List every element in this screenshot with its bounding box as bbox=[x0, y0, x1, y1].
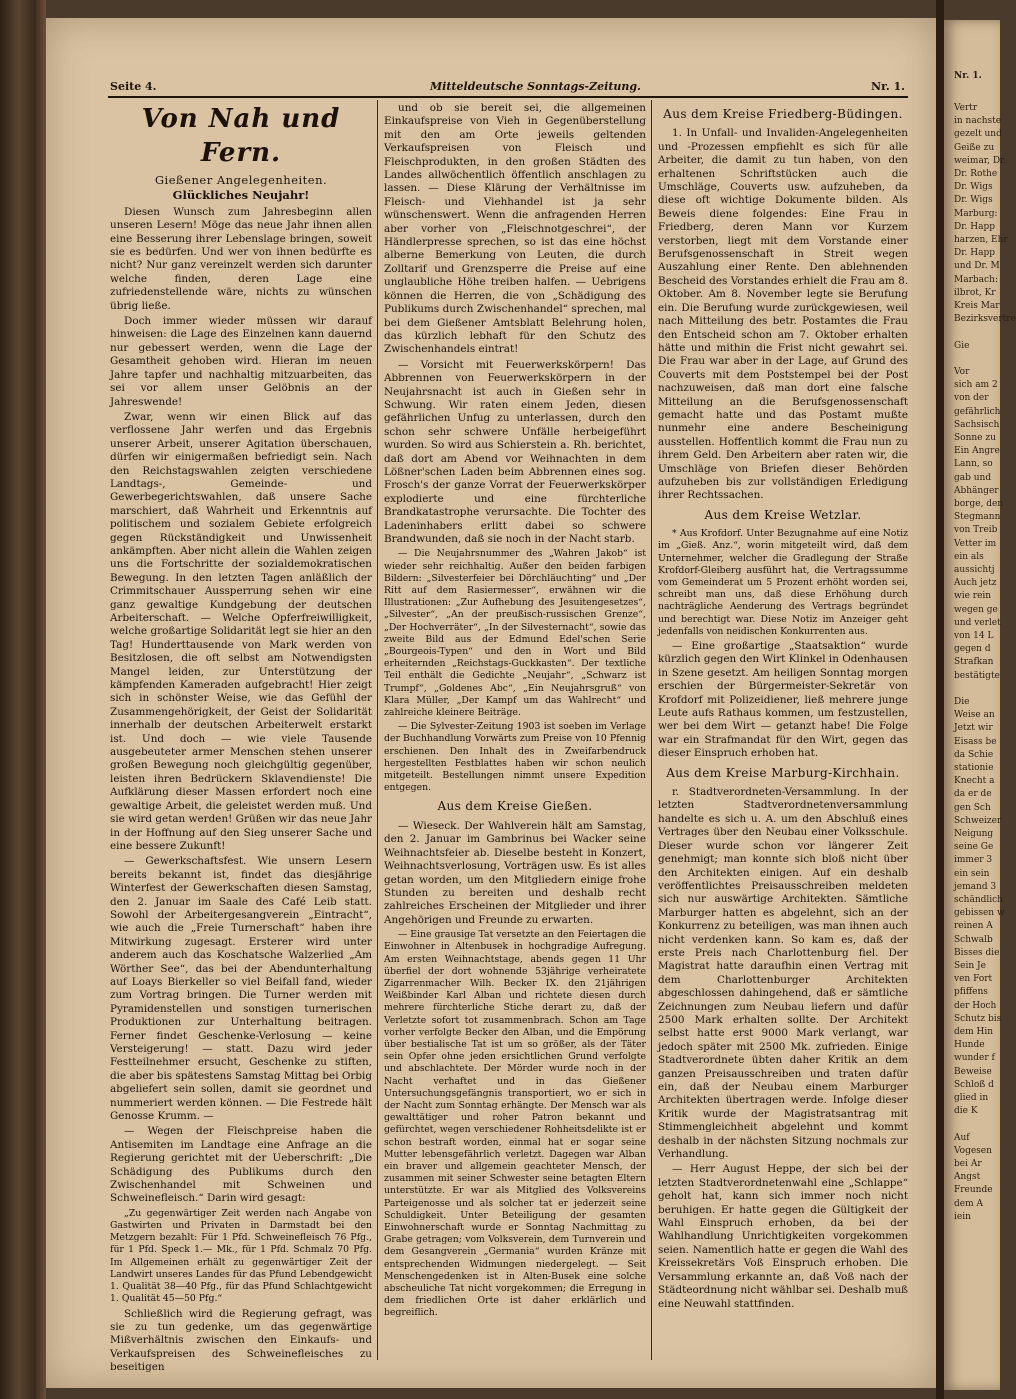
adjacent-page-fragment-line: dem A bbox=[954, 1198, 983, 1209]
adjacent-page-fragment-line: von Treib bbox=[954, 525, 998, 536]
adjacent-page-fragment-line: von 14 L bbox=[954, 631, 994, 641]
column-separator bbox=[377, 100, 378, 1360]
section-heading: Aus dem Kreise Marburg-Kirchhain. bbox=[666, 765, 900, 780]
adjacent-page-fragment-line: gezelt und bbox=[954, 129, 1002, 140]
adjacent-page-fragment-line: Vor bbox=[954, 367, 970, 377]
adjacent-page-fragment-line: Vogesen bbox=[954, 1145, 992, 1156]
notice-paragraph: — Die Sylvester-Zeitung 1903 ist soeben im Verlage der Buchhandlung Vorwärts zum Preise von 10 Pfennig erschienen. Den Inhalt des in Zweifarbendruck hergestellten Festblattes haben wir schon neulich mitgeteilt. Bestellungen nimmt unsere Expedition entgegen. bbox=[384, 721, 646, 794]
adjacent-page-fragment-line: der Hoch bbox=[954, 1000, 997, 1011]
adjacent-page-fragment-line: Vetter im bbox=[954, 538, 997, 549]
adjacent-page-fragment-line: Strafkan bbox=[954, 657, 994, 668]
adjacent-page-fragment-line: Sonne zu bbox=[954, 433, 996, 443]
article-paragraph: — Eine großartige „Staatsaktion“ wurde kürzlich gegen den Wirt Klinkel in Odenhausen in Szene gesetzt. Am heiligen Sonntag morgen erschien der Bürgermeister-Sekretär von Krofdorf mit Polizeidiener, ließ mehrere junge Leute aufs Rathaus kommen, um festzustellen, wer bei dem Wirt — getanzt habe! Die Folge war ein Strafmandat für den Wirt, gegen das dieser Einspruch erhoben hat. bbox=[658, 640, 908, 760]
adjacent-page-fragment-line: Schloß d bbox=[954, 1079, 994, 1090]
adjacent-page-fragment-line: gen Sch bbox=[954, 802, 991, 813]
adjacent-page-fragment-line: ilbrot, Kr bbox=[954, 287, 996, 298]
notice-paragraph: — Eine grausige Tat versetzte an den Feiertagen die Einwohner in Altenbusek in hochgradige Aufregung. Am ersten Weihnachtstage, abends gegen 11 Uhr überfiel der dort wohnende 53jährige verheiratete Zigarrenmacher Wilh. Becker IX. den 21jährigen Weißbinder Karl Alban und richtete diesen durch mehrere fürchterliche Stiche derart zu, daß der Verletzte sofort tot zusammenbrach. Schon am Tage vorher verfolgte Becker den Alban, und die Empörung über bestialische Tat ist um so größer, als der Täter sein Opfer ohne jeden ersichtlichen Grund verfolgte und abschlachtete. Der Mörder wurde noch in der Nacht verhaftet und in das Gießener Untersuchungsgefängnis transportiert, wo er sich in der Nacht zum Sonntag erhängte. Der Mensch war als gewalttätiger und roher Patron bekannt und gefürchtet, wegen verschiedener Rohheitsdelikte ist er schon bestraft worden, einmal hat er sogar seine Mutter lebensgefährlich verletzt. Dagegen war Alban ein braver und allgemein geachteter Mensch, der zusammen mit seiner Schwester seine betagten Eltern unterstützte. Er war als Mitglied des Volksvereins Parteigenosse und als solcher tat er jederzeit seine Schuldigkeit. Unter Beteiligung der gesamten Einwohnerschaft wurde er Sonntag Nachmittag zu Grabe getragen; vom Volksverein, dem Turnverein und dem Gesangverein „Germania“ wurden Kränze mit entsprechenden Widmungen niedergelegt. — Seit Menschengedenken ist in Alten-Busek eine solche abscheuliche Tat nicht vorgekommen; die Erregung in dem friedlichen Orte ist daher erklärlich und begreiflich. bbox=[384, 929, 646, 1319]
adjacent-page-fragment-line: Eisass be bbox=[954, 736, 997, 747]
article-paragraph: Diesen Wunsch zum Jahresbeginn allen unseren Lesern! Möge das neue Jahr ihnen allen eine Besserung ihrer Lebenslage bringen, soweit sie es bedürfen. Und wer von ihnen bedürfte es nicht? Nur ganz vereinzelt werden sich darunter welche finden, deren Lage eine zufriedenstellende wäre, nichts zu wünschen übrig ließe. bbox=[110, 205, 372, 312]
adjacent-page-fragment-line: Abhänger bbox=[954, 485, 999, 496]
adjacent-page-fragment-line: Dr. Happ bbox=[954, 248, 995, 259]
article-paragraph: — Vorsicht mit Feuerwerkskörpern! Das Abbrennen von Feuerwerkskörpern in der Neujahrsnacht ist auch in Gießen sehr in Schwung. Wir raten einem Jeden, diesen gefährlichen Unfug zu unterlassen, durch den schon sehr schwere Unfälle herbeigeführt wurden. So wird aus Schierstein a. Rh. berichtet, daß dort am Abend vor Weihnachten in dem Lößner'schen Laden beim Abbrennen eines sog. Frosch's der ganze Vorrat der Feuerwerkskörper explodierte und eine fürchterliche Brandkatastrophe verursachte. Die Tochter des Ladeninhabers erlitt dabei so schwere Brandwunden, daß sie noch in der Nacht starb. bbox=[384, 358, 646, 545]
newspaper-name: Mitteldeutsche Sonntags-Zeitung. bbox=[430, 80, 641, 93]
article-paragraph: r. Stadtverordneten-Versammlung. In der letzten Stadtverordnetenversammlung handelte es sich u. A. um den Abschluß eines Vertrages über den Neubau einer Volksschule. Dieser wurde schon vor längerer Zeit genehmigt; man konnte sich bloß nicht über den Architekten einigen. Auf ein deshalb veröffentlichtes Preisausschreiben meldeten sich nur auswärtige Architekten. Sämtliche Marburger hatten es abgelehnt, sich an der Konkurrenz zu beteiligen, was man ihnen auch nicht verdenken kann. So kam es, daß der erste Preis nach Charlottenburg fiel. Der Magistrat hatte daraufhin einen Vertrag mit dem Charlottenburger Architekten abgeschlossen dahingehend, daß er sämtliche Zeichnungen zum Neubau liefern und dafür 2500 Mark erhalten sollte. Der Architekt selbst hatte erst 9000 Mark verlangt, war jedoch später mit 2500 Mk. zufrieden. Einige Stadtverordnete übten daher Kritik an dem ganzen Preisausschreiben und traten dafür ein, daß der Neubau einem Marburger Architekten übertragen werde. Infolge dieser Kritik wurde der Magistratsantrag mit Stimmengleichheit abgelehnt und kommt deshalb in der nächsten Sitzung nochmals zur Verhandlung. bbox=[658, 786, 908, 1161]
adjacent-page-fragment-line: wie rein bbox=[954, 591, 992, 602]
adjacent-page-fragment-line: Dr. Happ bbox=[954, 221, 995, 232]
adjacent-page-fragment-line: pfiffens bbox=[954, 987, 988, 998]
adjacent-page-fragment-line: Bisses die bbox=[954, 947, 1000, 958]
adjacent-page-fragment-line: Hunde bbox=[954, 1040, 985, 1051]
adjacent-page-fragment-line: Marbach: bbox=[954, 274, 998, 285]
adjacent-page-fragment-line: Gie bbox=[954, 340, 970, 351]
article-paragraph: Doch immer wieder müssen wir darauf hinweisen: die Lage des Einzelnen kann dauernd nur gebessert werden, wenn die Lage der Gesamtheit gehoben wird. Hieran im neuen Jahre tapfer und nachhaltig mitzuarbeiten, das sei vor allem unser Gelöbnis an der Jahreswende! bbox=[110, 315, 372, 408]
page-title: Von Nah und Fern. bbox=[141, 104, 341, 168]
adjacent-page-fragment-line: aussichtj bbox=[954, 565, 995, 575]
adjacent-page-fragment-line: Schwalb bbox=[954, 934, 993, 945]
quoted-passage: „Zu gegenwärtiger Zeit werden nach Angabe von Gastwirten und Privaten in Darmstadt bei den Metzgern bezahlt: Für 1 Pfd. Schweinefleisch 76 Pfg., für 1 Pfd. Speck 1.— Mk., für 1 Pfd. Schmalz 70 Pfg. Im Allgemeinen erhält zu gegenwärtiger Zeit der Landwirt unseres Landes für das Pfund Lebendgewicht 1. Qualität 38—40 Pfg., für das Pfund Schlachtgewicht 1. Qualität 45—50 Pfg.“ bbox=[110, 1207, 372, 1305]
adjacent-page-fragment-line: Geiße zu bbox=[954, 142, 995, 153]
article-paragraph: Schließlich wird die Regierung gefragt, was sie zu tun gedenke, um das gegenwärtige Mißverhältnis zwischen den Einkaufs- und Verkaufspreisen des Schweinefleisches zu beseitigen bbox=[110, 1307, 372, 1374]
column-separator bbox=[651, 100, 652, 1360]
adjacent-page-fragment-line: bei Ar bbox=[954, 1159, 982, 1169]
adjacent-page-fragment-line: Marburg: bbox=[954, 208, 998, 219]
article-paragraph: — Wegen der Fleischpreise haben die Antisemiten im Landtage eine Anfrage an die Regierung gerichtet mit der Ueberschrift: „Die Schädigung des Publikums durch den Zwischenhandel mit Schweinen und Schweinefleisch.“ Darin wird gesagt: bbox=[110, 1125, 372, 1205]
book-binding bbox=[0, 0, 46, 1399]
adjacent-page-fragment-line: stationie bbox=[954, 763, 994, 773]
adjacent-page-fragment-line: Dr. Wigs bbox=[954, 182, 993, 193]
adjacent-page-fragment-line: harzen, Ehr bbox=[954, 235, 1008, 245]
adjacent-page-fragment-line: dem Hin bbox=[954, 1027, 994, 1037]
adjacent-page-fragment-line: ven Fort bbox=[954, 974, 993, 985]
adjacent-page-fragment-line: Sein Je bbox=[954, 961, 986, 971]
adjacent-page-fragment-line: Knecht a bbox=[954, 776, 995, 787]
adjacent-page-fragment-line: Dr. Rothe bbox=[954, 169, 998, 179]
adjacent-page-fragment-line: Weise an bbox=[954, 710, 995, 721]
issue-number: Nr. 1. bbox=[871, 80, 905, 93]
adjacent-page-fragment-line: iein bbox=[954, 1211, 971, 1222]
adjacent-page-fragment-line: Lann, so bbox=[954, 459, 993, 470]
page-number: Seite 4. bbox=[110, 80, 157, 93]
adjacent-page-fragment-line: schändlich bbox=[954, 895, 1003, 905]
section-heading: Aus dem Kreise Gießen. bbox=[437, 799, 593, 814]
section-heading: Aus dem Kreise Friedberg-Büdingen. bbox=[663, 107, 903, 121]
adjacent-page-fragment-line: reinen A bbox=[954, 921, 993, 932]
adjacent-page-fragment-line: Auch jetz bbox=[954, 578, 997, 589]
adjacent-page-fragment-line: sich am 2 bbox=[954, 380, 998, 391]
notice-paragraph: — Die Neujahrsnummer des „Wahren Jakob“ ist wieder sehr reichhaltig. Außer den beiden farbigen Bildern: „Silvesterfeier bei Dörchläuchting“ und „Der Ritt auf dem Rasiermesser“, erwähnen wir die Illustrationen: „Zur Aufhebung des Jesuitengesetzes“, „Silvester“, „An der preußisch-russischen Grenze“, „Der Hochverräter“, „In der Silvesternacht“, sowie das zweite Bild aus der Edmund Edel'schen Serie „Bourgeois-Typen“ und den in Wort und Bild erheiternden „Reichstags-Guckkasten“. Der textliche Teil enthält die Gedichte „Neujahr“, „Schwarz ist Trumpf“, „Goldenes Abc“, „Ein Neujahrsgruß“ von Klara Müller, „Der Kampf um das Wahlrecht“ und zahlreiche kleinere Beiträge. bbox=[384, 548, 646, 719]
adjacent-page-fragment-line: Neigung bbox=[954, 829, 994, 839]
article-paragraph: — Wieseck. Der Wahlverein hält am Samstag, den 2. Januar im Gambrinus bei Wacker seine Weihnachtsfeier ab. Dieselbe besteht in Konzert, Weihnachtsverlosung, Vorträgen usw. Es ist alles getan worden, um den Mitgliedern einige frohe Stunden zu bereiten und deshalb recht zahlreiches Erscheinen der Mitglieder und ihrer Angehörigen und Freunde zu erwarten. bbox=[384, 819, 646, 926]
adjacent-page-fragment-line: in nachste bbox=[954, 116, 1002, 127]
adjacent-page-fragment-line: Dr. Wigs bbox=[954, 195, 993, 206]
adjacent-page-fragment-line: da er de bbox=[954, 789, 992, 800]
adjacent-page-fragment-line: seine Ge bbox=[954, 842, 994, 853]
article-paragraph: — Gewerkschaftsfest. Wie unsern Lesern bereits bekannt ist, findet das diesjährige Winterfest der Gewerkschaften diesen Samstag, den 2. Januar im Saale des Café Leib statt. Sowohl der Arbeitergesangverein „Eintracht“, wie auch die „Freie Turnerschaft“ haben ihre Mitwirkung zugesagt. Ersterer wird unter anderem auch das Koschatsche Walzerlied „Am Wörther See“, das bei der Abendunterhaltung auf Loays Bierkeller so viel Beifall fand, wieder zum Vortrag bringen. Die Turner werden mit Pyramidenstellen und sonstigen turnerischen Produktionen zur Unterhaltung beitragen. Ferner findet Geschenke-Verlosung — keine Versteigerung! — statt. Dazu wird jeder Festteilnehmer ersucht, Geschenke zu stiften, die aber bis spätestens Samstag Mittag bei Orbig abgeliefert sein sollen, damit sie geordnet und nummeriert werden können. — Die Festrede hält Genosse Krumm. — bbox=[110, 855, 372, 1123]
adjacent-page-fragment-line: borge, den bbox=[954, 499, 1004, 509]
adjacent-page-fragment-line: gebissen w bbox=[954, 908, 1005, 919]
page-header bbox=[110, 80, 905, 96]
adjacent-page-fragment-line: wunder f bbox=[954, 1053, 995, 1064]
adjacent-page-fragment-line: Kreis Mar bbox=[954, 301, 1000, 311]
adjacent-page-fragment-line: Schweizer bbox=[954, 815, 1002, 826]
adjacent-page-fragment-line: immer 3 bbox=[954, 855, 993, 866]
adjacent-page-fragment-line: Jetzt wir bbox=[954, 723, 993, 734]
adjacent-page-fragment-line: Die bbox=[954, 697, 970, 707]
adjacent-page-fragment-line: und Dr. M bbox=[954, 261, 1000, 272]
adjacent-page-fragment-line: jemand 3 bbox=[954, 881, 997, 892]
column-1 bbox=[110, 102, 372, 1374]
adjacent-page-fragment-line: gefährlich bbox=[954, 406, 1001, 417]
adjacent-page-fragment-line: Auf bbox=[954, 1132, 970, 1143]
adjacent-page-fragment-line: von der bbox=[954, 393, 989, 404]
adjacent-page-fragment-line: ein als bbox=[954, 551, 984, 562]
adjacent-page-fragment-line: weimar, Dr. bbox=[954, 155, 1007, 166]
adjacent-page-fragment-line: die K bbox=[954, 1106, 978, 1117]
article-paragraph: — Herr August Heppe, der sich bei der letzten Stadtverordnetenwahl eine „Schlappe“ geholt hat, kann sich immer noch nicht beruhigen. Er hatte gegen die Gültigkeit der Wahl Einspruch erhoben, da bei der Wahlhandlung Unrichtigkeiten vorgekommen seien. Namentlich hatte er gegen die Wahl des Kreissekretärs Voß Einspruch erhoben. Die Versammlung erkannte an, daß Voß nach der Städteordnung nicht wählbar sei. Deshalb muß eine Neuwahl stattfinden. bbox=[658, 1163, 908, 1310]
section-subtitle: Gießener Angelegenheiten. bbox=[154, 173, 328, 187]
adjacent-page-fragment-line: Angst bbox=[954, 1172, 981, 1183]
adjacent-page-fragment-line: gegen d bbox=[954, 644, 991, 655]
column-2 bbox=[384, 102, 646, 1357]
article-headline: Glückliches Neujahr! bbox=[172, 188, 310, 203]
article-paragraph: und ob sie bereit sei, die allgemeinen Einkaufspreise von Vieh in Gegenüberstellung mit den am Orte jeweils geltenden Verkaufspreisen von Fleisch und Fleischprodukten, in den großen Städten des Landes allwöchentlich öffentlich anschlagen zu lassen. — Diese Klärung der Verhältnisse im Fleisch- und Viehhandel ist ja sehr wünschenswert. Wenn die anfragenden Herren aber vorher von „Fleischnotgeschrei“, der Händlerpresse sprechen, so ist das eine höchst alberne Bemerkung von Leuten, die durch Zolltarif und Grenzsperre die Preise auf eine unglaubliche Höhe treiben halfen. — Uebrigens können die Herren, die von „Schädigung des Publikums durch Zwischenhandel“ sprechen, mal bei dem Gießener Amtsblatt Belehrung holen, das kürzlich lebhaft für den Schutz des Zwischenhandels eintrat! bbox=[384, 102, 646, 356]
adjacent-page-fragment-line: bestätigte bbox=[954, 670, 1000, 681]
adjacent-page-header: Nr. 1. bbox=[954, 71, 982, 81]
page-gutter bbox=[936, 0, 944, 1399]
adjacent-page-fragment-line: da Schie bbox=[954, 749, 994, 760]
adjacent-page-fragment-line: Vertr bbox=[954, 103, 978, 113]
adjacent-page-fragment-line: Sachsisch bbox=[954, 419, 1000, 430]
adjacent-page-fragment-line: Freunde bbox=[954, 1185, 993, 1196]
adjacent-page-fragment-line: wegen ge bbox=[954, 604, 998, 615]
article-paragraph: 1. In Unfall- und Invaliden-Angelegenheiten und -Prozessen empfiehlt es sich für alle Arbeiter, die damit zu tun haben, von den erhaltenen Schriftstücken auch die Umschläge, Couverts usw. aufzuheben, da diese oft wichtige Dokumente bilden. Als Beweis diene folgendes: Eine Frau in Friedberg, deren Mann vor Kurzem verstorben, liegt mit dem Vorstande einer Berufsgenossenschaft in Streit wegen Auszahlung einer Rente. Den ablehnenden Bescheid des Vorstandes erhielt die Frau am 8. Oktober. Am 8. November legte sie Berufung ein. Die Berufung wurde zurückgewiesen, weil nach Mitteilung des betr. Postamtes die Frau den Entscheid schon am 7. Oktober erhalten hätte und mithin die Frist nicht gewahrt sei. Die Frau war aber in der Lage, auf Grund des Couverts mit dem Poststempel bei der Post nachzuweisen, daß man dort eine falsche Mitteilung an die Berufsgenossenschaft gemacht hatte und das Postamt mußte nunmehr eine andere Bescheinigung ausstellen. Hoffentlich kommt die Frau nun zu ihrem Geld. Den Arbeitern aber raten wir, die Umschläge von Briefen dieser Behörden aufzuheben bis zur vollständigen Erledigung ihrer Rechtssachen. bbox=[658, 127, 908, 502]
adjacent-page-fragment bbox=[944, 20, 1016, 1390]
adjacent-page-fragment-line: gab und bbox=[954, 472, 992, 483]
notice-paragraph: * Aus Krofdorf. Unter Bezugnahme auf eine Notiz im „Gieß. Anz.“, worin mitgeteilt wird, daß dem Unternehmer, welcher die Gradlegung der Straße Krofdorf-Gleiberg ausführt hat, die Vertragssumme vom Gemeinderat um 5 Prozent erhöht worden sei, schreibt man uns, daß diese Erhöhung durch nachträgliche Aenderung des Vertrags begründet und berechtigt war. Diese Notiz im Anzeiger geht jedenfalls von neidischen Konkurrenten aus. bbox=[658, 528, 908, 637]
header-rule bbox=[108, 96, 908, 98]
adjacent-page-fragment-line: ein sein bbox=[954, 868, 990, 879]
section-heading: Aus dem Kreise Wetzlar. bbox=[704, 507, 862, 522]
adjacent-page-fragment-line: glied in bbox=[954, 1093, 989, 1103]
adjacent-page-fragment-line: und verlet bbox=[954, 617, 1001, 628]
adjacent-page-fragment-line: Beweise bbox=[954, 1066, 992, 1077]
column-3 bbox=[658, 102, 908, 1357]
adjacent-page-fragment-line: Ein Angre bbox=[954, 446, 1000, 457]
article-paragraph: Zwar, wenn wir einen Blick auf das verflossene Jahr werfen und das Ergebnis unserer Arbeit, unserer Agitation überschauen, dürfen wir einigermaßen befriedigt sein. Nach den Reichstagswahlen zeigten verschiedene Landtags-, Gemeinde- und Gewerbegerichtswahlen, daß unsere Sache marschiert, daß Wahrheit und Erkenntnis auf politischem und sozialem Gebiete erfolgreich gegen Rückständigkeit und Unwissenheit ankämpften. Aber nicht allein die Wahlen zeigen uns die Fortschritte der sozialdemokratischen Bewegung. In den letzten Tagen anläßlich der Crimmitschauer Aussperrung sehen wir eine ganz gewaltige Kundgebung der deutschen Arbeiterschaft. — Welche Opferfreiwilligkeit, welche großartige Solidarität legt sie hier an den Tag! Hunderttausende von Mark werden von Besitzlosen, die oft selbst am Notwendigsten Mangel leiden, zur Unterstützung der kämpfenden Kameraden aufgebracht! Hier zeigt sich in schönster Weise, wie das Gefühl der Zusammengehörigkeit, der Geist der Solidarität innerhalb der deutschen Arbeiterwelt erstarkt ist. Und doch — wie viele Tausende ausgebeuteter armer Menschen stehen unserer großen Bewegung noch gleichgültig gegenüber, leisten ihren Bedrückern Sklavendienste! Die Aufklärung dieser Massen erfordert noch eine gewaltige Arbeit, die geleistet werden muß. Und sie wird getan werden! Grüßen wir das neue Jahr in der Hoffnung auf den Sieg unserer Sache und eine bessere Zukunft! bbox=[110, 410, 372, 852]
adjacent-page-fragment-line: Stegmann bbox=[954, 512, 1001, 523]
adjacent-page-fragment-line: Bezirksvertre bbox=[954, 314, 1016, 325]
adjacent-page-fragment-line: Schutz bis bbox=[954, 1013, 1002, 1024]
